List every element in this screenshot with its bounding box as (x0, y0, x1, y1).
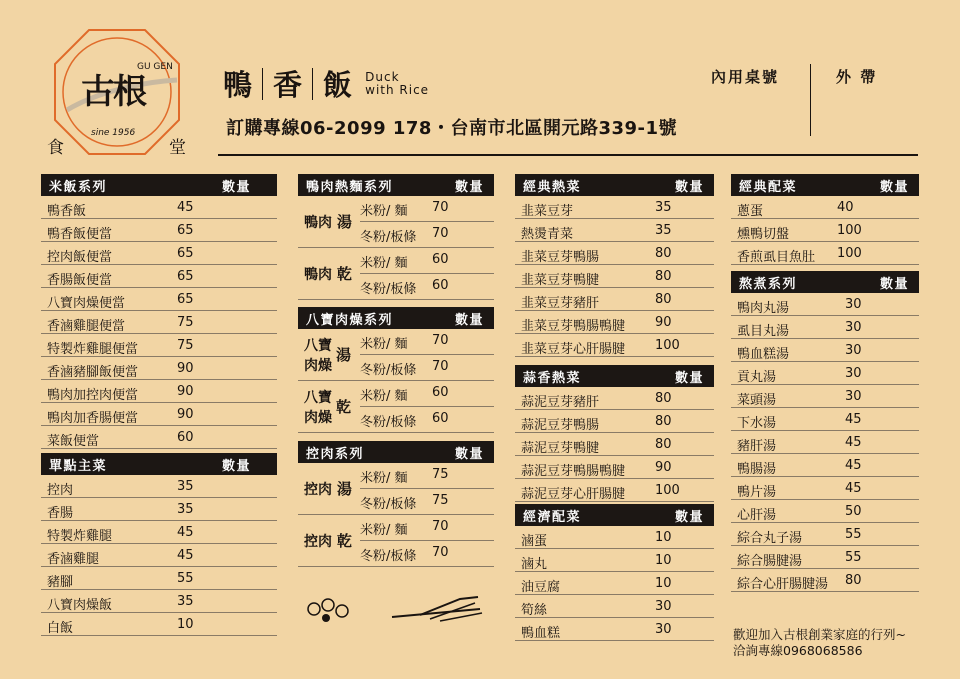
item-name: 白飯 (47, 621, 74, 636)
item-name: 蒜泥豆芽心肝腸腱 (521, 487, 626, 502)
item-price: 35 (655, 200, 672, 215)
takeout-label: 外 帶 (836, 68, 878, 86)
item-name: 心肝湯 (737, 508, 777, 523)
section-header: 經濟配菜 數量 (515, 504, 714, 526)
noodle-option (360, 381, 494, 407)
noodle-option (360, 222, 494, 247)
menu-item (515, 572, 714, 595)
item-price: 75 (177, 338, 194, 353)
dine-in-table-label: 內用桌號 (711, 68, 780, 86)
item-name: 控肉 (47, 483, 74, 498)
menu-item (515, 526, 714, 549)
option-price: 60 (432, 385, 449, 400)
item-price: 30 (845, 320, 862, 335)
section-header: 單點主菜 數量 (41, 453, 277, 475)
brand-char-1: 鴨 (223, 68, 253, 102)
option-price: 70 (432, 200, 449, 215)
item-name: 香腸飯便當 (47, 273, 113, 288)
item-price: 45 (177, 525, 194, 540)
item-price: 50 (845, 504, 862, 519)
menu-item (515, 242, 714, 265)
item-price: 80 (655, 292, 672, 307)
menu-item (41, 475, 277, 498)
menu-item (731, 500, 919, 523)
menu-item (515, 387, 714, 410)
menu-item (515, 311, 714, 334)
item-price: 80 (845, 573, 862, 588)
item-name: 鴨血糕湯 (737, 347, 790, 362)
item-price: 35 (177, 594, 194, 609)
item-name: 滷丸 (521, 557, 548, 572)
item-price: 45 (845, 412, 862, 427)
menu-item (41, 380, 277, 403)
section-kongrou (298, 441, 494, 567)
menu-item (41, 567, 277, 590)
item-price: 10 (655, 530, 672, 545)
menu-item (731, 477, 919, 500)
section-garlic-hot (515, 365, 714, 502)
item-price: 90 (177, 384, 194, 399)
item-price: 30 (655, 622, 672, 637)
option-name: 冬粉/板條 (360, 230, 417, 245)
noodle-group (298, 381, 494, 433)
group-label: 八寶 湯 肉燥 (304, 338, 352, 374)
item-price: 10 (177, 617, 194, 632)
menu-item (515, 549, 714, 572)
item-name: 豬腳 (47, 575, 74, 590)
header-divider (218, 154, 918, 156)
menu-item (515, 219, 714, 242)
group-label: 控肉 湯 (304, 480, 352, 498)
item-name: 下水湯 (737, 416, 777, 431)
item-price: 30 (845, 366, 862, 381)
franchise-note (733, 627, 906, 659)
noodle-option (360, 515, 494, 541)
menu-item (41, 265, 277, 288)
item-price: 55 (845, 527, 862, 542)
section-header: 蒜香熱菜 數量 (515, 365, 714, 387)
item-price: 65 (177, 223, 194, 238)
item-price: 90 (177, 361, 194, 376)
option-name: 冬粉/板條 (360, 282, 417, 297)
item-name: 八寶肉燥飯 (47, 598, 113, 613)
noodle-option (360, 274, 494, 299)
item-price: 90 (655, 460, 672, 475)
noodle-option (360, 489, 494, 514)
item-price: 75 (177, 315, 194, 330)
item-price: 100 (837, 223, 862, 238)
item-name: 筍絲 (521, 603, 548, 618)
section-header: 經典熱菜 數量 (515, 174, 714, 196)
item-price: 40 (837, 200, 854, 215)
item-name: 蒜泥豆芽鴨腸 (521, 418, 600, 433)
menu-item (731, 293, 919, 316)
brand-title (223, 63, 429, 104)
logo-since: sine 1956 (91, 128, 136, 138)
menu-item (731, 523, 919, 546)
option-price: 60 (432, 278, 449, 293)
order-hotline: 訂購專線06-2099 178・台南市北區開元路339-1號 (226, 118, 678, 139)
item-price: 30 (845, 343, 862, 358)
item-name: 鴨血糕 (521, 626, 561, 641)
soup-balls-illustration (302, 595, 362, 625)
noodle-group (298, 196, 494, 248)
noodle-option (360, 407, 494, 432)
item-name: 香煎虱目魚肚 (737, 250, 816, 265)
menu-item (731, 454, 919, 477)
menu-item (731, 339, 919, 362)
item-name: 虱目丸湯 (737, 324, 790, 339)
menu-item (515, 618, 714, 641)
section-header: 八寶肉燥系列 數量 (298, 307, 494, 329)
menu-item (41, 498, 277, 521)
menu-item (731, 196, 919, 219)
item-price: 45 (845, 481, 862, 496)
section-classic-hot (515, 174, 714, 357)
item-name: 綜合丸子湯 (737, 531, 803, 546)
brand-english: Duck with Rice (365, 69, 430, 97)
option-price: 70 (432, 333, 449, 348)
option-name: 米粉/ 麵 (360, 204, 408, 219)
menu-item (41, 403, 277, 426)
menu-item (515, 196, 714, 219)
menu-item (515, 288, 714, 311)
item-price: 45 (177, 548, 194, 563)
menu-item (515, 456, 714, 479)
menu-item (515, 410, 714, 433)
item-price: 35 (177, 479, 194, 494)
item-price: 30 (845, 389, 862, 404)
menu-item (41, 288, 277, 311)
item-name: 蒜泥豆芽豬肝 (521, 395, 600, 410)
noodle-option (360, 355, 494, 380)
option-price: 75 (432, 493, 449, 508)
item-name: 鴨肉加控肉便當 (47, 388, 139, 403)
group-label: 鴨肉 乾 (304, 265, 352, 283)
chives-illustration (390, 595, 485, 625)
option-price: 60 (432, 411, 449, 426)
option-price: 70 (432, 226, 449, 241)
item-name: 燻鴨切盤 (737, 227, 790, 242)
menu-item (515, 265, 714, 288)
option-price: 60 (432, 252, 449, 267)
section-header: 米飯系列 數量 (41, 174, 277, 196)
item-name: 香滷豬腳飯便當 (47, 365, 139, 380)
item-price: 80 (655, 269, 672, 284)
item-name: 韭菜豆芽豬肝 (521, 296, 600, 311)
item-name: 鴨腸湯 (737, 462, 777, 477)
item-price: 30 (655, 599, 672, 614)
menu-item (731, 385, 919, 408)
item-name: 韭菜豆芽鴨腸 (521, 250, 600, 265)
item-name: 蔥蛋 (737, 204, 764, 219)
item-name: 特製炸雞腿 (47, 529, 113, 544)
item-name: 綜合腸腱湯 (737, 554, 803, 569)
logo-right-char: 堂 (169, 138, 186, 158)
noodle-group (298, 329, 494, 381)
item-name: 八寶肉燥便當 (47, 296, 126, 311)
item-price: 10 (655, 576, 672, 591)
option-name: 米粉/ 麵 (360, 389, 408, 404)
logo-left-char: 食 (47, 138, 64, 158)
section-economy (515, 504, 714, 641)
item-price: 35 (177, 502, 194, 517)
logo-english: GU GEN (137, 62, 173, 72)
brand-char-3: 飯 (323, 68, 353, 102)
noodle-group (298, 463, 494, 515)
item-price: 100 (655, 483, 680, 498)
menu-item (515, 334, 714, 357)
noodle-option (360, 329, 494, 355)
menu-item (731, 408, 919, 431)
item-name: 特製炸雞腿便當 (47, 342, 139, 357)
item-name: 鴨肉加香腸便當 (47, 411, 139, 426)
menu-item (41, 613, 277, 636)
menu-item (731, 316, 919, 339)
menu-item (41, 311, 277, 334)
item-name: 綜合心肝腸腱湯 (737, 577, 829, 592)
section-duck-noodle (298, 174, 494, 300)
menu-item (41, 544, 277, 567)
option-name: 米粉/ 麵 (360, 256, 408, 271)
item-price: 80 (655, 246, 672, 261)
menu-item (41, 590, 277, 613)
item-price: 65 (177, 246, 194, 261)
franchise-line: 歡迎加入古根創業家庭的行列~ (733, 627, 906, 642)
item-price: 80 (655, 391, 672, 406)
logo-text: 古根 (81, 72, 145, 112)
option-name: 米粉/ 麵 (360, 337, 408, 352)
section-classic-side (731, 174, 919, 265)
menu-item (41, 219, 277, 242)
header-vertical-divider (810, 64, 811, 136)
menu-item (41, 357, 277, 380)
group-label: 控肉 乾 (304, 532, 352, 550)
item-name: 貢丸湯 (737, 370, 777, 385)
option-name: 米粉/ 麵 (360, 523, 408, 538)
item-name: 韭菜豆芽鴨腱 (521, 273, 600, 288)
group-label: 八寶 乾 肉燥 (304, 390, 352, 426)
item-name: 香滷雞腿 (47, 552, 100, 567)
menu-item (41, 521, 277, 544)
menu-item (731, 431, 919, 454)
menu-item (41, 426, 277, 449)
option-price: 70 (432, 359, 449, 374)
item-price: 80 (655, 414, 672, 429)
item-name: 熱燙青菜 (521, 227, 574, 242)
option-name: 冬粉/板條 (360, 415, 417, 430)
menu-item (41, 196, 277, 219)
item-name: 控肉飯便當 (47, 250, 113, 265)
item-name: 油豆腐 (521, 580, 561, 595)
section-header: 控肉系列 數量 (298, 441, 494, 463)
noodle-option (360, 541, 494, 566)
option-name: 冬粉/板條 (360, 497, 417, 512)
item-price: 45 (845, 435, 862, 450)
item-price: 30 (845, 297, 862, 312)
menu-item (515, 433, 714, 456)
item-name: 滷蛋 (521, 534, 548, 549)
item-price: 55 (845, 550, 862, 565)
section-single (41, 453, 277, 636)
item-name: 韭菜豆芽心肝腸腱 (521, 342, 626, 357)
item-price: 90 (177, 407, 194, 422)
item-price: 55 (177, 571, 194, 586)
item-name: 菜頭湯 (737, 393, 777, 408)
option-name: 冬粉/板條 (360, 363, 417, 378)
menu-item (731, 546, 919, 569)
menu-item (515, 479, 714, 502)
item-name: 菜飯便當 (47, 434, 100, 449)
item-price: 90 (655, 315, 672, 330)
menu-item (731, 362, 919, 385)
menu-item (731, 569, 919, 592)
brand-char-2: 香 (273, 68, 303, 102)
option-price: 70 (432, 545, 449, 560)
item-price: 45 (177, 200, 194, 215)
section-header: 經典配菜 數量 (731, 174, 919, 196)
item-name: 蒜泥豆芽鴨腸鴨腱 (521, 464, 626, 479)
item-name: 韭菜豆芽鴨腸鴨腱 (521, 319, 626, 334)
item-price: 60 (177, 430, 194, 445)
item-name: 鴨片湯 (737, 485, 777, 500)
section-rice (41, 174, 277, 449)
item-name: 豬肝湯 (737, 439, 777, 454)
option-name: 冬粉/板條 (360, 549, 417, 564)
item-name: 韭菜豆芽 (521, 204, 574, 219)
group-label: 鴨肉 湯 (304, 213, 352, 231)
section-soup (731, 271, 919, 592)
item-name: 鴨肉丸湯 (737, 301, 790, 316)
section-header: 鴨肉熱麵系列 數量 (298, 174, 494, 196)
item-price: 100 (837, 246, 862, 261)
section-header: 熬煮系列 數量 (731, 271, 919, 293)
brand-logo (47, 22, 187, 162)
option-price: 70 (432, 519, 449, 534)
noodle-option (360, 196, 494, 222)
item-name: 鴨香飯便當 (47, 227, 113, 242)
option-price: 75 (432, 467, 449, 482)
item-name: 香腸 (47, 506, 74, 521)
menu-item (41, 242, 277, 265)
item-price: 65 (177, 292, 194, 307)
franchise-hotline: 洽詢專線0968068586 (733, 643, 863, 658)
noodle-option (360, 248, 494, 274)
menu-item (515, 595, 714, 618)
noodle-option (360, 463, 494, 489)
item-price: 35 (655, 223, 672, 238)
item-name: 蒜泥豆芽鴨腱 (521, 441, 600, 456)
noodle-group (298, 515, 494, 567)
item-name: 鴨香飯 (47, 204, 87, 219)
option-name: 米粉/ 麵 (360, 471, 408, 486)
item-price: 100 (655, 338, 680, 353)
noodle-group (298, 248, 494, 300)
menu-item (731, 242, 919, 265)
item-price: 45 (845, 458, 862, 473)
item-name: 香滷雞腿便當 (47, 319, 126, 334)
item-price: 65 (177, 269, 194, 284)
section-babao (298, 307, 494, 433)
item-price: 10 (655, 553, 672, 568)
menu-item (41, 334, 277, 357)
menu-item (731, 219, 919, 242)
item-price: 80 (655, 437, 672, 452)
